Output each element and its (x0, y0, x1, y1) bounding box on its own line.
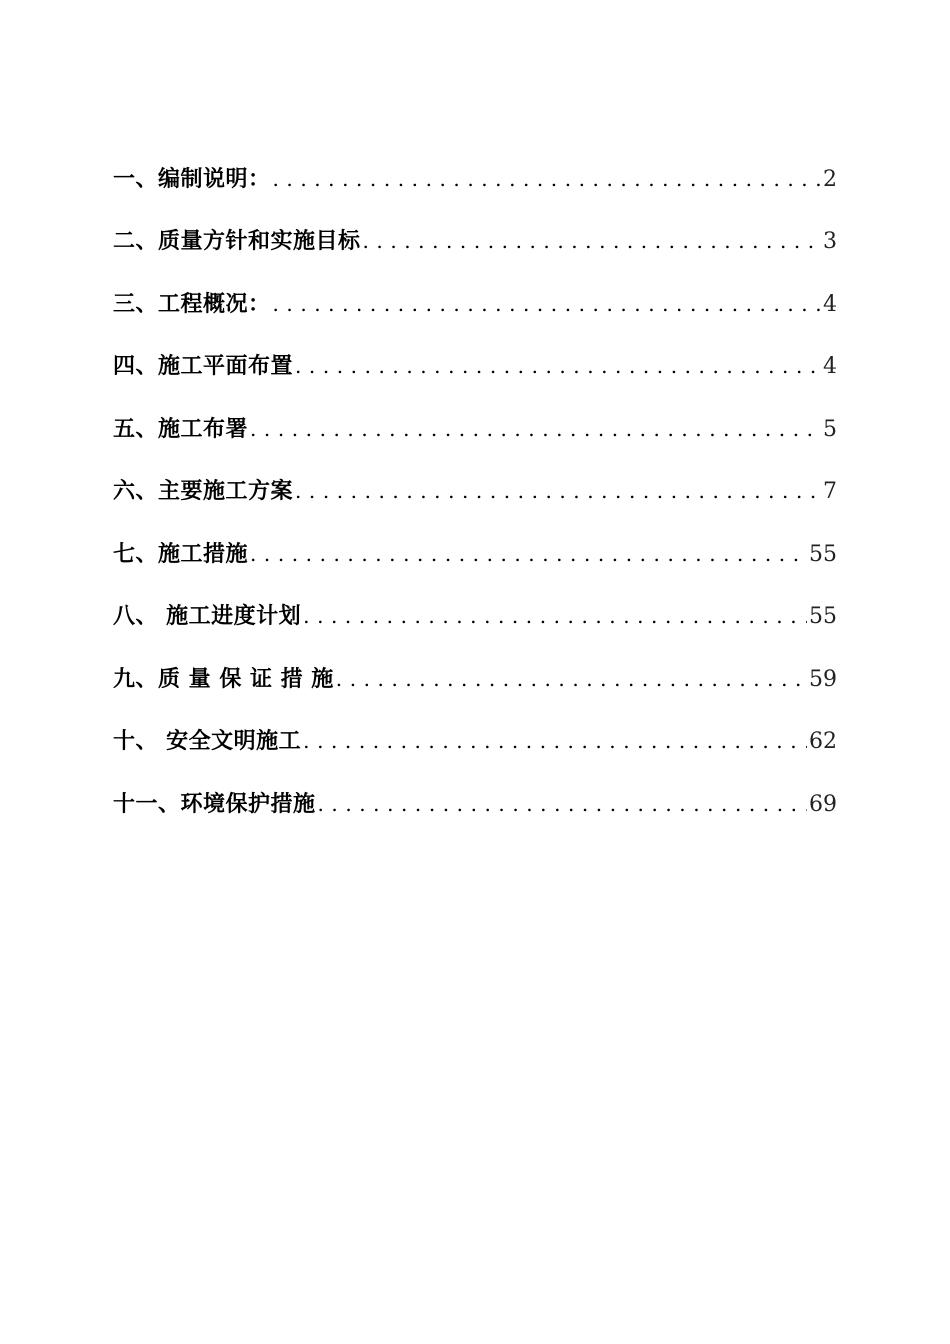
toc-entry[interactable] (113, 316, 837, 379)
toc-entry-label: 六、主要施工方案 (113, 479, 294, 504)
toc-entry[interactable] (113, 441, 837, 504)
toc-entry[interactable] (113, 191, 837, 254)
toc-dot-leader (295, 356, 821, 376)
toc-entry[interactable] (113, 253, 837, 316)
toc-dot-leader (363, 231, 821, 251)
toc-entry[interactable] (113, 753, 837, 816)
toc-entry-label: 九、质 量 保 证 措 施 (113, 666, 334, 692)
toc-dot-leader (273, 294, 821, 314)
toc-dot-leader (336, 669, 807, 689)
toc-entry-label: 二、质量方针和实施目标 (113, 229, 361, 254)
toc-entry[interactable] (113, 128, 837, 191)
toc-entry-label: 四、施工平面布置 (113, 354, 294, 379)
toc-entry-label: 十一、环境保护措施 (113, 791, 316, 817)
toc-entry-label: 十、 安全文明施工 (113, 729, 302, 754)
toc-entry-label: 三、工程概况： (113, 291, 271, 317)
toc-dot-leader (318, 794, 807, 814)
table-of-contents (113, 128, 837, 816)
toc-entry[interactable] (113, 566, 837, 629)
toc-dot-leader (250, 419, 821, 439)
toc-dot-leader (303, 606, 807, 626)
toc-page-number: 7 (823, 479, 837, 504)
toc-entry-label: 一、编制说明： (113, 166, 271, 192)
toc-entry[interactable] (113, 503, 837, 566)
toc-page-number: 2 (823, 166, 837, 192)
toc-page-number: 62 (809, 729, 837, 754)
toc-entry[interactable] (113, 378, 837, 441)
toc-entry-label: 七、施工措施 (113, 541, 249, 567)
toc-entry[interactable] (113, 691, 837, 754)
toc-page-number: 4 (823, 354, 837, 379)
toc-page-number: 3 (823, 229, 837, 254)
toc-page-number: 4 (823, 291, 837, 317)
toc-entry[interactable] (113, 628, 837, 691)
toc-page-number: 59 (809, 666, 837, 692)
toc-page-number: 5 (823, 416, 837, 442)
toc-dot-leader (273, 169, 821, 189)
toc-entry-label: 五、施工布署 (113, 416, 249, 442)
toc-entry-label: 八、 施工进度计划 (113, 604, 302, 629)
toc-dot-leader (250, 544, 807, 564)
toc-page-number: 55 (809, 604, 837, 629)
toc-page-number: 55 (809, 541, 837, 567)
toc-dot-leader (303, 731, 807, 751)
toc-page-number: 69 (809, 791, 837, 817)
toc-dot-leader (295, 481, 821, 501)
